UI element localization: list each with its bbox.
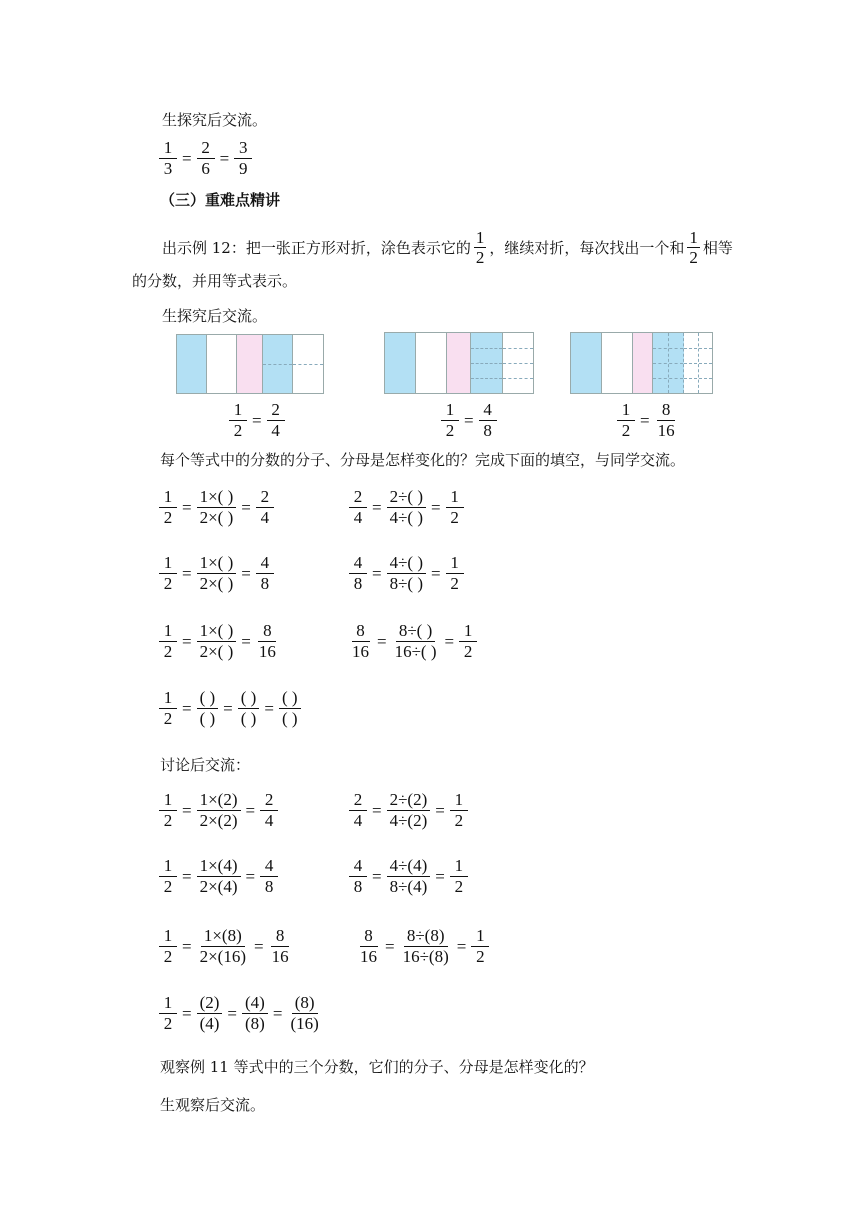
- denominator: 2: [445, 421, 455, 440]
- numerator: 1: [617, 400, 635, 421]
- denominator: 16: [657, 421, 675, 440]
- fraction: [197, 790, 241, 831]
- numerator: 1: [159, 553, 177, 574]
- numerator: 2: [197, 138, 215, 159]
- denominator: 4: [260, 508, 270, 527]
- denominator: 8÷( ): [389, 574, 423, 593]
- denominator: 4: [264, 811, 274, 830]
- denominator: ( ): [240, 709, 257, 728]
- fraction: [197, 993, 223, 1034]
- denominator: 2×(4): [199, 877, 238, 896]
- fraction: [159, 790, 177, 831]
- numerator: 4: [260, 856, 278, 877]
- equation-one-third: [158, 138, 253, 179]
- fraction: [260, 856, 278, 897]
- discuss-line: 讨论后交流：: [160, 756, 251, 774]
- denominator: 16÷( ): [394, 642, 437, 661]
- numerator: 8÷(8): [404, 926, 448, 947]
- numerator: 4: [256, 553, 274, 574]
- pink-fold: [633, 333, 653, 393]
- equals-sign: =: [372, 866, 382, 886]
- white-part: [684, 333, 712, 393]
- fraction: [287, 993, 321, 1034]
- fraction: [197, 487, 237, 528]
- equals-sign: =: [182, 497, 192, 517]
- equals-sign: =: [182, 563, 192, 583]
- answer-equation-multiply-2: [158, 856, 279, 897]
- numerator: 2: [260, 790, 278, 811]
- fraction: [441, 400, 459, 441]
- inline-fraction-half-2: 1 2: [689, 228, 698, 267]
- denominator: 2: [454, 877, 464, 896]
- numerator: 4: [349, 553, 367, 574]
- denominator: 2×(2): [199, 811, 238, 830]
- numerator: 4÷(4): [387, 856, 431, 877]
- white-part: [503, 333, 533, 393]
- denominator: 8: [353, 574, 363, 593]
- shaded-part: [571, 333, 602, 393]
- numerator: 4÷( ): [387, 553, 426, 574]
- figure-equation-3: [616, 400, 679, 441]
- fraction: [159, 553, 177, 594]
- blank-equation-multiply-3: [158, 621, 280, 662]
- fraction: [387, 487, 426, 528]
- fraction: [197, 926, 249, 967]
- numerator: (4): [242, 993, 268, 1014]
- shaded-part: [471, 333, 503, 393]
- denominator: 2: [163, 709, 173, 728]
- numerator: 1: [446, 487, 464, 508]
- equals-sign: =: [241, 497, 251, 517]
- shaded-part: [263, 335, 293, 393]
- fraction: [159, 487, 177, 528]
- numerator: 2: [349, 487, 367, 508]
- denominator: 2: [454, 811, 464, 830]
- denominator: 8÷(4): [389, 877, 428, 896]
- answer-equation-divide-2: [348, 856, 469, 897]
- equals-sign: =: [372, 563, 382, 583]
- fraction: [256, 553, 274, 594]
- fraction: [260, 790, 278, 831]
- equals-sign: =: [182, 1003, 192, 1023]
- equals-sign: =: [640, 410, 650, 430]
- denominator: 2: [163, 508, 173, 527]
- white-part: [293, 335, 323, 393]
- denominator: 2×( ): [199, 508, 234, 527]
- numerator: 8: [258, 621, 276, 642]
- numerator: 2÷( ): [387, 487, 426, 508]
- denominator: 2: [450, 508, 459, 527]
- fraction: [387, 553, 426, 594]
- numerator: 1: [159, 138, 177, 159]
- white-part: [602, 333, 633, 393]
- blank-equation-chain: [158, 688, 302, 729]
- denominator: 16: [258, 642, 276, 661]
- numerator: 1: [159, 993, 177, 1014]
- denominator: 8: [353, 877, 363, 896]
- equals-sign: =: [456, 936, 467, 956]
- fraction: [387, 856, 431, 897]
- equals-sign: =: [223, 698, 233, 718]
- equals-sign: =: [182, 148, 192, 168]
- pink-fold: [447, 333, 471, 393]
- fraction: [446, 553, 464, 594]
- fraction: [197, 856, 241, 897]
- numerator: 3: [234, 138, 252, 159]
- fraction: [256, 621, 279, 662]
- denominator: 3: [163, 159, 173, 178]
- numerator: 4: [479, 400, 497, 421]
- numerator: 1×(2): [197, 790, 241, 811]
- denominator: 8: [264, 877, 274, 896]
- fraction: [617, 400, 635, 441]
- denominator: 6: [201, 159, 210, 178]
- blank-equation-divide-1: [348, 487, 465, 528]
- denominator: 2: [476, 947, 485, 966]
- denominator: 2: [163, 947, 173, 966]
- equals-sign: =: [435, 866, 445, 886]
- numerator: 8: [352, 621, 370, 642]
- denominator: 2: [163, 811, 173, 830]
- denominator: ( ): [199, 709, 216, 728]
- inline-fraction-half: 1 2: [475, 228, 485, 267]
- numerator: ( ): [197, 688, 219, 709]
- answer-equation-divide-3: [356, 926, 490, 967]
- fraction: [159, 688, 177, 729]
- fraction: [197, 553, 237, 594]
- numerator: ( ): [238, 688, 260, 709]
- denominator: 2: [163, 1014, 173, 1033]
- numerator: 4: [349, 856, 367, 877]
- numerator: 2: [256, 487, 274, 508]
- fraction: [387, 790, 431, 831]
- denominator: 16: [352, 642, 369, 661]
- numerator: 8: [657, 400, 675, 421]
- denominator: 2: [163, 574, 173, 593]
- numerator: 8÷( ): [396, 621, 435, 642]
- numerator: 1: [159, 926, 177, 947]
- numerator: 1×(4): [197, 856, 241, 877]
- equals-sign: =: [245, 866, 256, 886]
- fraction: [229, 400, 247, 441]
- fraction: [450, 856, 468, 897]
- shaded-part: [177, 335, 207, 393]
- example-12-line: [162, 228, 733, 267]
- numerator: 1: [229, 400, 247, 421]
- fraction: [159, 621, 177, 662]
- answer-equation-chain: [158, 993, 323, 1034]
- blank-equation-divide-3: [348, 621, 478, 662]
- denominator: 2: [163, 877, 173, 896]
- answer-equation-divide-1: [348, 790, 469, 831]
- denominator: 2: [463, 642, 473, 661]
- numerator: 1: [450, 790, 468, 811]
- denominator: ( ): [281, 709, 298, 728]
- fraction: [159, 856, 177, 897]
- paper-fold-figure-3: [570, 332, 713, 394]
- fraction: [242, 993, 268, 1034]
- equals-sign: =: [272, 1003, 283, 1023]
- equals-sign: =: [182, 800, 192, 820]
- numerator: 1: [459, 621, 477, 642]
- equals-sign: =: [182, 866, 192, 886]
- denominator: (16): [290, 1014, 319, 1033]
- fraction: [159, 138, 177, 179]
- fraction: [349, 856, 367, 897]
- numerator: 1: [471, 926, 489, 947]
- observe-line: 观察例 11 等式中的三个分数，它们的分子、分母是怎样变化的？: [160, 1058, 594, 1076]
- fraction: [471, 926, 489, 967]
- numerator: 1: [159, 621, 177, 642]
- fraction: [446, 487, 464, 528]
- numerator: 1: [159, 790, 177, 811]
- answer-equation-multiply-1: [158, 790, 279, 831]
- equals-sign: =: [241, 563, 251, 583]
- denominator: 16: [360, 947, 377, 966]
- fraction: [450, 790, 468, 831]
- final-line: 生观察后交流。: [160, 1096, 266, 1114]
- numerator: 1×( ): [197, 553, 237, 574]
- equals-sign: =: [245, 800, 256, 820]
- denominator: 2×( ): [199, 574, 234, 593]
- figure-equation-2: [440, 400, 498, 441]
- equals-sign: =: [385, 936, 395, 956]
- shaded-part: [385, 333, 416, 393]
- blank-equation-multiply-2: [158, 553, 275, 594]
- numerator: 1: [446, 553, 464, 574]
- paper-fold-figure-2: [384, 332, 534, 394]
- denominator: 2×(16): [199, 947, 247, 966]
- example-12-line2: 的分数，并用等式表示。: [132, 272, 298, 290]
- denominator: 4: [353, 811, 363, 830]
- section-heading: （三）重难点精讲: [160, 191, 281, 209]
- equals-sign: =: [252, 410, 262, 430]
- explore-line: 生探究后交流。: [162, 111, 268, 129]
- equals-sign: =: [219, 148, 230, 168]
- fraction: [234, 138, 252, 179]
- fraction: [349, 487, 367, 528]
- fraction: [349, 553, 367, 594]
- denominator: (8): [245, 1014, 265, 1033]
- equals-sign: =: [372, 497, 382, 517]
- denominator: 2: [233, 421, 243, 440]
- equals-sign: =: [431, 563, 441, 583]
- equals-sign: =: [241, 631, 251, 651]
- white-part: [207, 335, 237, 393]
- fraction: [392, 621, 440, 662]
- fraction: [400, 926, 452, 967]
- numerator: 1×( ): [197, 621, 237, 642]
- numerator: ( ): [279, 688, 301, 709]
- fraction: [269, 926, 292, 967]
- denominator: 4: [353, 508, 363, 527]
- blank-equation-multiply-1: [158, 487, 275, 528]
- numerator: 1: [159, 856, 177, 877]
- fraction: [238, 688, 260, 729]
- paper-fold-figure-1: [176, 334, 324, 394]
- numerator: 1: [159, 688, 177, 709]
- denominator: 9: [238, 159, 248, 178]
- numerator: (8): [292, 993, 318, 1014]
- equals-sign: =: [464, 410, 474, 430]
- numerator: 1: [450, 856, 468, 877]
- denominator: 2: [163, 642, 173, 661]
- numerator: 1: [159, 487, 177, 508]
- numerator: 8: [360, 926, 378, 947]
- fraction: [459, 621, 477, 662]
- numerator: 2÷(2): [387, 790, 431, 811]
- equals-sign: =: [182, 936, 192, 956]
- denominator: 16: [271, 947, 289, 966]
- fraction: [349, 790, 367, 831]
- equals-sign: =: [182, 631, 192, 651]
- numerator: 2: [267, 400, 285, 421]
- equals-sign: =: [431, 497, 441, 517]
- fraction: [197, 621, 237, 662]
- figure-equation-1: [228, 400, 286, 441]
- equals-sign: =: [227, 1003, 238, 1023]
- denominator: 2×( ): [199, 642, 234, 661]
- equals-sign: =: [444, 631, 455, 651]
- question-line: 每个等式中的分数的分子、分母是怎样变化的？完成下面的填空，与同学交流。: [160, 451, 686, 469]
- equals-sign: =: [264, 698, 274, 718]
- denominator: 16÷(8): [402, 947, 449, 966]
- equals-sign: =: [435, 800, 445, 820]
- fraction: [357, 926, 380, 967]
- denominator: 4÷(2): [389, 811, 428, 830]
- numerator: 1: [441, 400, 459, 421]
- denominator: 8: [483, 421, 492, 440]
- pink-fold: [237, 335, 263, 393]
- fraction: [159, 926, 177, 967]
- equals-sign: =: [254, 936, 264, 956]
- denominator: 8: [260, 574, 270, 593]
- example-text-part3: 相等: [702, 238, 733, 257]
- fraction: [655, 400, 678, 441]
- fraction: [197, 688, 219, 729]
- denominator: 4: [271, 421, 280, 440]
- answer-equation-multiply-3: [158, 926, 293, 967]
- fraction: [349, 621, 372, 662]
- explore-line-2: 生探究后交流。: [162, 307, 268, 325]
- fraction: [159, 993, 177, 1034]
- denominator: 2: [621, 421, 631, 440]
- shaded-part: [653, 333, 684, 393]
- denominator: 4÷( ): [389, 508, 423, 527]
- numerator: (2): [197, 993, 223, 1014]
- white-part: [416, 333, 447, 393]
- numerator: 1×( ): [197, 487, 237, 508]
- equals-sign: =: [182, 698, 192, 718]
- numerator: 1×(8): [201, 926, 245, 947]
- fraction: [279, 688, 301, 729]
- example-text-part2: ，继续对折，每次找出一个和: [489, 238, 685, 257]
- fraction: [197, 138, 215, 179]
- example-text-part1: 出示例 12：把一张正方形对折，涂色表示它的: [162, 238, 471, 257]
- blank-equation-divide-2: [348, 553, 465, 594]
- denominator: 2: [450, 574, 459, 593]
- fraction: [479, 400, 497, 441]
- numerator: 2: [349, 790, 367, 811]
- equals-sign: =: [377, 631, 387, 651]
- denominator: (4): [199, 1014, 220, 1033]
- numerator: 8: [271, 926, 289, 947]
- fraction: [256, 487, 274, 528]
- equals-sign: =: [372, 800, 382, 820]
- fraction: [267, 400, 285, 441]
